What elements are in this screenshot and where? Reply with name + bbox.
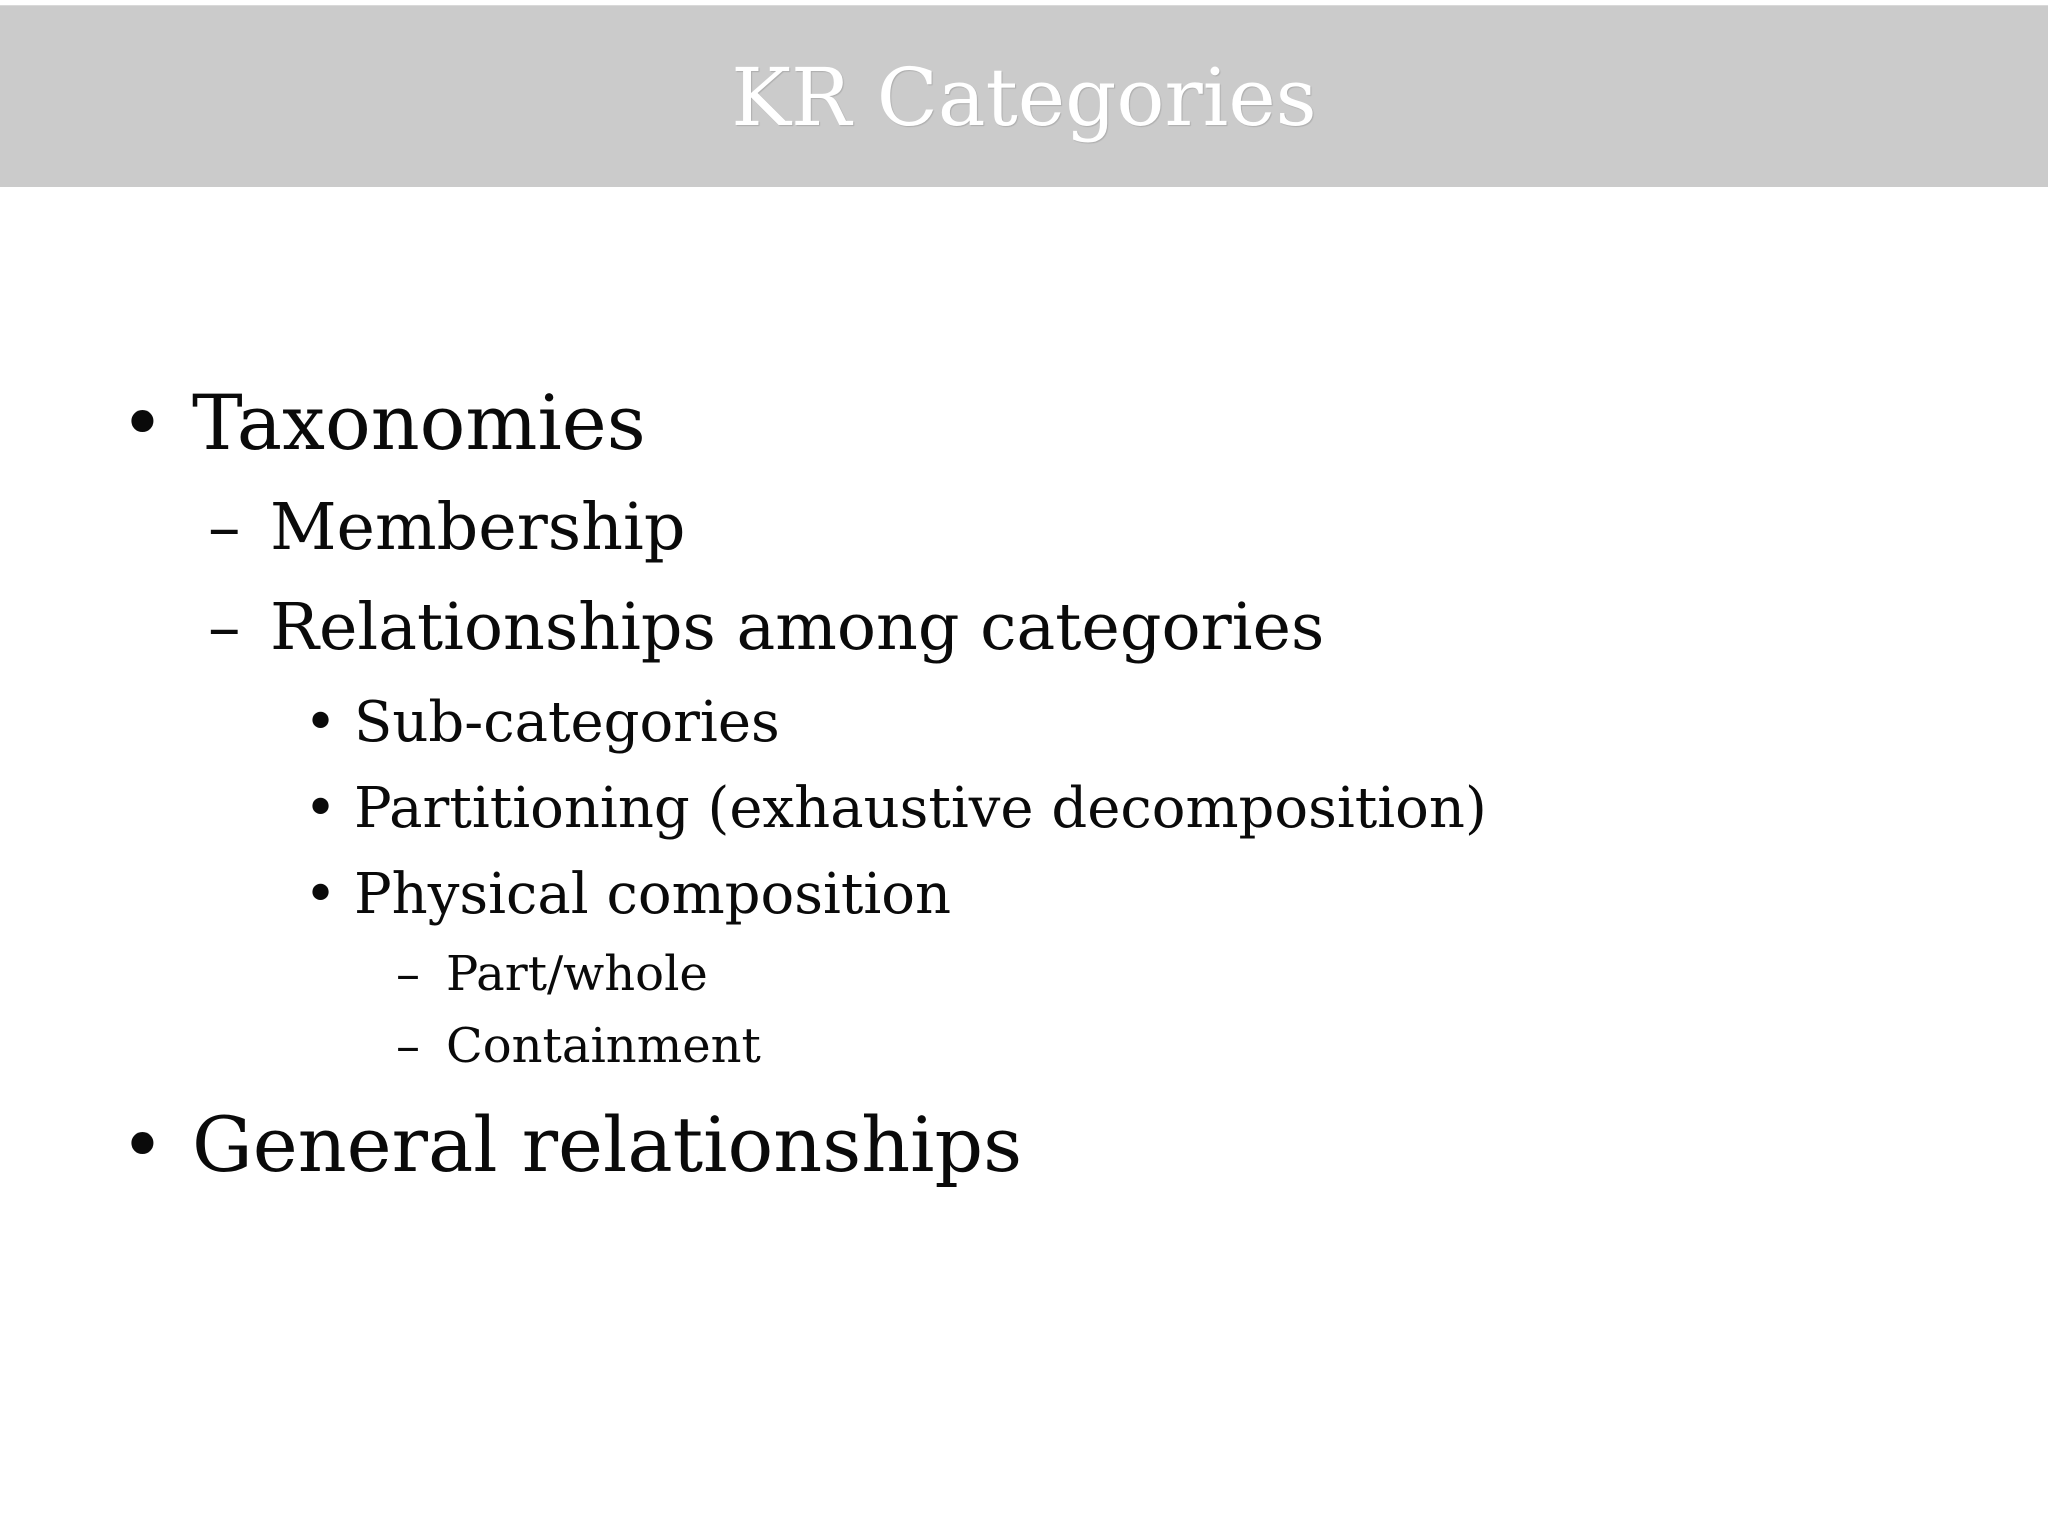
bullet-marker: • [304, 690, 338, 755]
bullet-marker: • [120, 1100, 165, 1189]
dash-marker: – [208, 490, 241, 565]
slide-title: KR Categories [731, 51, 1317, 144]
level4-text: Part/whole [446, 946, 708, 1002]
subsubbullet-text: Physical composition [354, 862, 952, 927]
dash-marker: – [396, 946, 420, 1002]
bullet-marker: • [120, 378, 165, 467]
bullet-text: General relationships [192, 1100, 1023, 1189]
level4-text: Containment [446, 1018, 761, 1074]
bullet-marker: • [304, 776, 338, 841]
subsubbullet-text: Sub-categories [354, 690, 780, 755]
subbullet-text: Membership [270, 490, 686, 565]
bullet-text: Taxonomies [192, 378, 646, 467]
bullet-marker: • [304, 862, 338, 927]
subbullet-text: Relationships among categories [270, 590, 1325, 665]
dash-marker: – [396, 1018, 420, 1074]
dash-marker: – [208, 590, 241, 665]
subsubbullet-text: Partitioning (exhaustive decomposition) [354, 776, 1487, 841]
